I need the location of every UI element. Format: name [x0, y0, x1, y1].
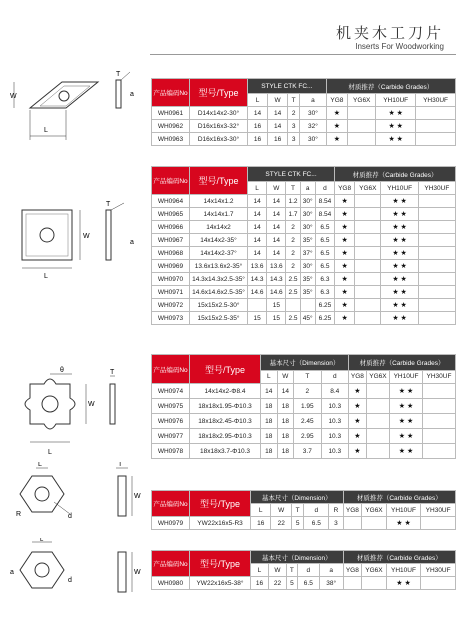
col-a: a	[300, 94, 326, 107]
table-row: WH0968 14x14x2-37° 14 14 2 37° 6.5 ★ ★ ★	[152, 247, 456, 260]
dim-theta-label: θ	[60, 367, 64, 374]
style-header: STYLE CTK FC...	[248, 79, 327, 94]
col-yh30uf: YH30UF	[416, 94, 456, 107]
spec-table-1	[151, 78, 456, 146]
dim-a-label-2: a	[130, 239, 134, 246]
spec-table-5: 产品编码No 型号/Type 基本尺寸（Dimension） 材质推荐（Carbide Grades） L W T d a YG8 YG6X YH10UF YH30UF WH0980 YW22x16x5-38° 16 22 5 6.5 38° ★ ★	[151, 550, 456, 590]
col-type-header-5: 型号/Type	[190, 551, 251, 577]
table-row: WH0978 18x18x3.7-Φ10.3 18 18 3.7 10.3 ★ ★ ★	[152, 444, 456, 459]
col-code-header-2: 产品编码No	[152, 167, 190, 195]
col-code-header-5: 产品编码No	[152, 551, 190, 577]
dim-L-label-5: L	[40, 538, 44, 543]
col-W: W	[268, 94, 288, 107]
col-T: T	[288, 94, 300, 107]
table-row: WH0971 14.6x14.6x2.5-35° 14.6 14.6 2.5 35° 6.3 ★ ★ ★	[152, 286, 456, 299]
col-yg6x: YG6X	[348, 94, 376, 107]
table-row: WH0965 14x14x1.7 14 14 1.7 30° 8.54 ★ ★ ★	[152, 208, 456, 221]
col-code-header-4: 产品编码No	[152, 491, 190, 517]
table-row: WH0961 D14x14x2-30° 14 14 2 30° ★ ★ ★	[152, 107, 456, 120]
dim-a-label: a	[130, 91, 134, 98]
col-yh10uf: YH10UF	[376, 94, 416, 107]
grades-header-5: 材质推荐（Carbide Grades）	[343, 551, 455, 564]
col-code-header-3: 产品编码No	[152, 355, 190, 384]
grades-header-3: 材质推荐（Carbide Grades）	[349, 355, 456, 371]
table-row: WH0976 18x18x2.45-Φ10.3 18 18 2.45 10.3 ★ ★ ★	[152, 414, 456, 429]
dim-T-label-4: T	[118, 462, 123, 468]
col-L: L	[248, 94, 268, 107]
grades-header-2: 材质推荐（Carbide Grades）	[335, 167, 456, 182]
dim-L-label-3: L	[48, 449, 52, 456]
col-type-header-3: 型号/Type	[190, 355, 261, 384]
diagram-elongated-insert-r	[6, 462, 146, 537]
table-row: WH0977 18x18x2.95-Φ10.3 18 18 2.95 10.3 ★ ★ ★	[152, 429, 456, 444]
header-rule	[150, 54, 456, 55]
table-row: WH0975 18x18x1.95-Φ10.3 18 18 1.95 10.3 ★ ★ ★	[152, 399, 456, 414]
dim-L-label: L	[44, 127, 48, 134]
dim-T-label-3: T	[110, 369, 115, 376]
dim-L-label-4: L	[38, 462, 42, 468]
page-title-cn: 机夹木工刀片	[335, 24, 444, 42]
dims-header-4: 基本尺寸（Dimension）	[251, 491, 344, 504]
table-row: WH0964 14x14x1.2 14 14 1.2 30° 8.54 ★ ★ ★	[152, 195, 456, 208]
table-row: WH0967 14x14x2-35° 14 14 2 35° 6.5 ★ ★ ★	[152, 234, 456, 247]
grades-header-4: 材质推荐（Carbide Grades）	[343, 491, 455, 504]
dim-W-label-2: W	[83, 233, 90, 240]
col-type-header-4: 型号/Type	[190, 491, 251, 517]
dim-T-label: T	[116, 71, 121, 78]
table-row: WH0979 YW22x16x5-R3 16 22 5 6.5 3 ★ ★	[152, 517, 456, 530]
dim-L-label-2: L	[44, 273, 48, 280]
dims-header-5: 基本尺寸（Dimension）	[251, 551, 344, 564]
table-row: WH0966 14x14x2 14 14 2 30° 6.5 ★ ★ ★	[152, 221, 456, 234]
table-row: WH0969 13.6x13.6x2-35° 13.6 13.6 2 30° 6.5 ★ ★ ★	[152, 260, 456, 273]
dim-W-label-5: W	[134, 569, 141, 576]
dim-W-label-4: W	[134, 493, 141, 500]
table-row: WH0980 YW22x16x5-38° 16 22 5 6.5 38° ★ ★	[152, 577, 456, 590]
dim-d-label-5: d	[68, 577, 72, 584]
dim-T-label-2: T	[106, 201, 111, 208]
dim-W-label: W	[10, 93, 17, 100]
diagram-notched-insert	[10, 362, 150, 464]
diagram-rhombus-insert	[10, 70, 145, 152]
col-code-header: 产品编码No	[152, 79, 190, 107]
dim-a-label-5: a	[10, 569, 14, 576]
spec-table-2: 产品编码No 型号/Type STYLE CTK FC... 材质推荐（Carbide Grades） L W T a d YG8 YG6X YH10UF YH30UF WH0964 14x14x1.2 14 14 1.2 30° 8.54 ★ ★ ★ WH0965 14x14x1.7 14 14 1.7 30° 8.54 ★ ★ ★ WH0966 14x14x2 14 14 2 30° 6.5 ★ ★ ★ WH0967 14x14x2-35° 14 14 2 35° 6.5 ★ ★ ★ WH0968 14x14x2-37° 14 14 2 37° 6.5 ★ ★ ★ WH0969 13.6x13.6x2-35° 13.6 13.6 2 30° 6.5 ★ ★ ★ WH0970 14.3x14.3x2.5-35° 14.3 14.3 2.5 35° 6.3 ★ ★ ★ WH0971 14.6x14.6x2.5-35° 14.6 14.6 2.5 35° 6.3 ★ ★ ★ WH0972 15x15x2.5-30° 15 6.25 ★ ★ ★ WH0973 15x15x2.5-35° 15 15 2.5 45° 6.25 ★ ★ ★	[151, 166, 456, 325]
style-header-2: STYLE CTK FC...	[248, 167, 335, 182]
table-row: WH0963 D16x16x3-30° 16 16 3 30° ★ ★ ★	[152, 133, 456, 146]
page-title-en: Inserts For Woodworking	[355, 42, 444, 51]
spec-table-3: 产品编码No 型号/Type 基本尺寸（Dimension） 材质推荐（Carbide Grades） L W T d YG8 YG6X YH10UF YH30UF WH0974 14x14x2-Φ8.4 14 14 2 8.4 ★ ★ ★ WH0975 18x18x1.95-Φ10.3 18 18 1.95 10.3 ★ ★ ★ WH0976 18x18x2.45-Φ10.3 18 18 2.45 10.3 ★ ★ ★ WH0977 18x18x2.95-Φ10.3 18 18 2.95 10.3 ★ ★ ★ WH0978 18x18x3.7-Φ10.3 18 18 3.7 10.3 ★ ★ ★	[151, 354, 456, 459]
diagram-square-insert	[10, 200, 150, 300]
dim-d-label-4: d	[68, 513, 72, 520]
dim-W-label-3: W	[88, 401, 95, 408]
table-row: WH0962 D16x16x3-32° 16 14 3 32° ★ ★ ★	[152, 120, 456, 133]
table-row: WH0970 14.3x14.3x2.5-35° 14.3 14.3 2.5 35° 6.3 ★ ★ ★	[152, 273, 456, 286]
table-row: WH0973 15x15x2.5-35° 15 15 2.5 45° 6.25 ★ ★ ★	[152, 312, 456, 325]
table-row: WH0972 15x15x2.5-30° 15 6.25 ★ ★ ★	[152, 299, 456, 312]
col-type-header: 型号/Type	[190, 79, 248, 107]
diagram-elongated-insert-a	[6, 538, 146, 613]
table-row: WH0974 14x14x2-Φ8.4 14 14 2 8.4 ★ ★ ★	[152, 384, 456, 399]
col-type-header-2: 型号/Type	[190, 167, 248, 195]
grades-header: 材质推荐（Carbide Grades）	[326, 79, 455, 94]
dim-R-label-4: R	[16, 511, 22, 518]
dims-header-3: 基本尺寸（Dimension）	[261, 355, 349, 371]
spec-table-4: 产品编码No 型号/Type 基本尺寸（Dimension） 材质推荐（Carbide Grades） L W T d R YG8 YG6X YH10UF YH30UF WH0979 YW22x16x5-R3 16 22 5 6.5 3 ★ ★	[151, 490, 456, 530]
col-yg8: YG8	[326, 94, 347, 107]
